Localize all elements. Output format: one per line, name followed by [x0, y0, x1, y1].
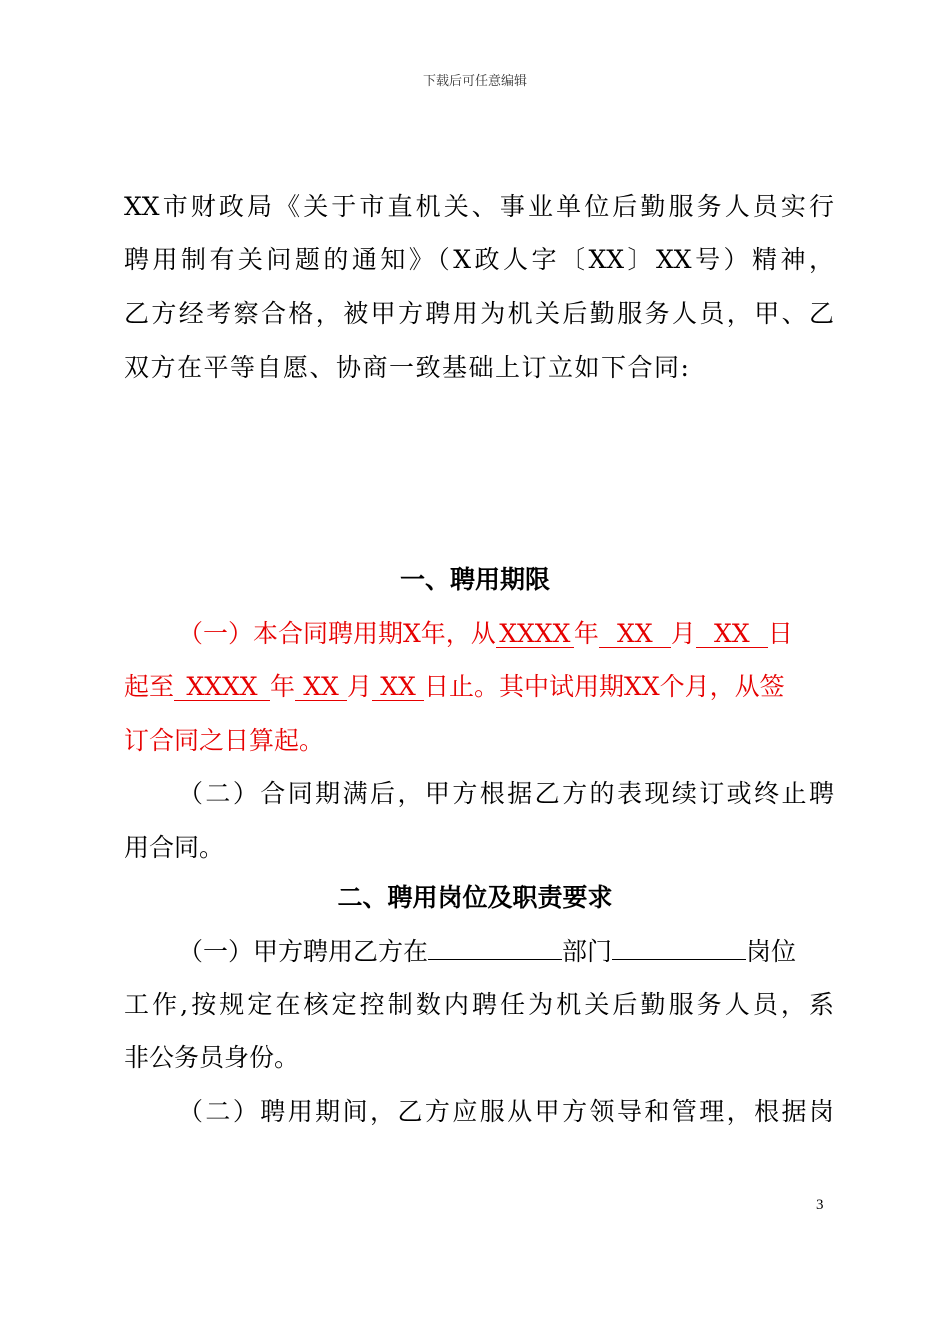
clause-text: 起至 — [124, 672, 175, 701]
clause-2-2-line-1: （二）聘用期间，乙方应服从甲方领导和管理，根据岗 — [178, 1097, 834, 1126]
intro-line-4: 双方在平等自愿、协商一致基础上订立如下合同: — [124, 353, 691, 382]
intro-line-1: XX市财政局《关于市直机关、事业单位后勤服务人员实行 — [124, 192, 834, 221]
clause-1-2-line-2: 用合同。 — [124, 833, 225, 862]
section-2-heading: 二、聘用岗位及职责要求 — [337, 883, 613, 912]
clause-text: （一）本合同聘用期X年，从 — [178, 619, 496, 648]
clause-1-1-line-2 — [124, 672, 834, 702]
clause-1-2-line-1: （二）合同期满后，甲方根据乙方的表现续订或终止聘 — [178, 779, 834, 808]
clause-text: 月 — [347, 672, 373, 701]
end-day-blank: XX — [372, 674, 424, 701]
start-year-blank: XXXX — [496, 621, 574, 648]
clause-1-1-line-1 — [178, 619, 834, 649]
page-number: 3 — [816, 1197, 824, 1213]
start-month-blank: XX — [599, 621, 671, 648]
clause-text: （一）甲方聘用乙方在 — [178, 937, 429, 966]
clause-2-1-line-3: 非公务员身份。 — [124, 1043, 300, 1072]
clause-text: 岗位 — [746, 937, 797, 966]
page-header: 下载后可任意编辑 — [422, 74, 527, 89]
clause-text: 日 — [767, 619, 793, 648]
department-blank — [428, 959, 562, 960]
clause-2-1-line-1 — [178, 937, 834, 967]
position-blank — [612, 959, 746, 960]
clause-1-1-line-3: 订合同之日算起。 — [124, 726, 325, 755]
intro-line-2: 聘用制有关问题的通知》（X政人字〔XX〕XX号）精神， — [124, 245, 834, 274]
intro-line-3: 乙方经考察合格，被甲方聘用为机关后勤服务人员，甲、乙 — [124, 299, 834, 328]
clause-text: 部门 — [562, 937, 613, 966]
clause-2-1-line-2: 工作,按规定在核定控制数内聘任为机关后勤服务人员，系 — [124, 990, 834, 1019]
clause-text: 年 — [270, 672, 296, 701]
clause-text: 日止。其中试用期XX个月，从签 — [424, 672, 785, 701]
clause-text: 年 — [573, 619, 599, 648]
start-day-blank: XX — [696, 621, 768, 648]
section-1-heading: 一、聘用期限 — [399, 565, 550, 594]
end-year-blank: XXXX — [174, 674, 270, 701]
end-month-blank: XX — [295, 674, 347, 701]
clause-text: 月 — [670, 619, 696, 648]
